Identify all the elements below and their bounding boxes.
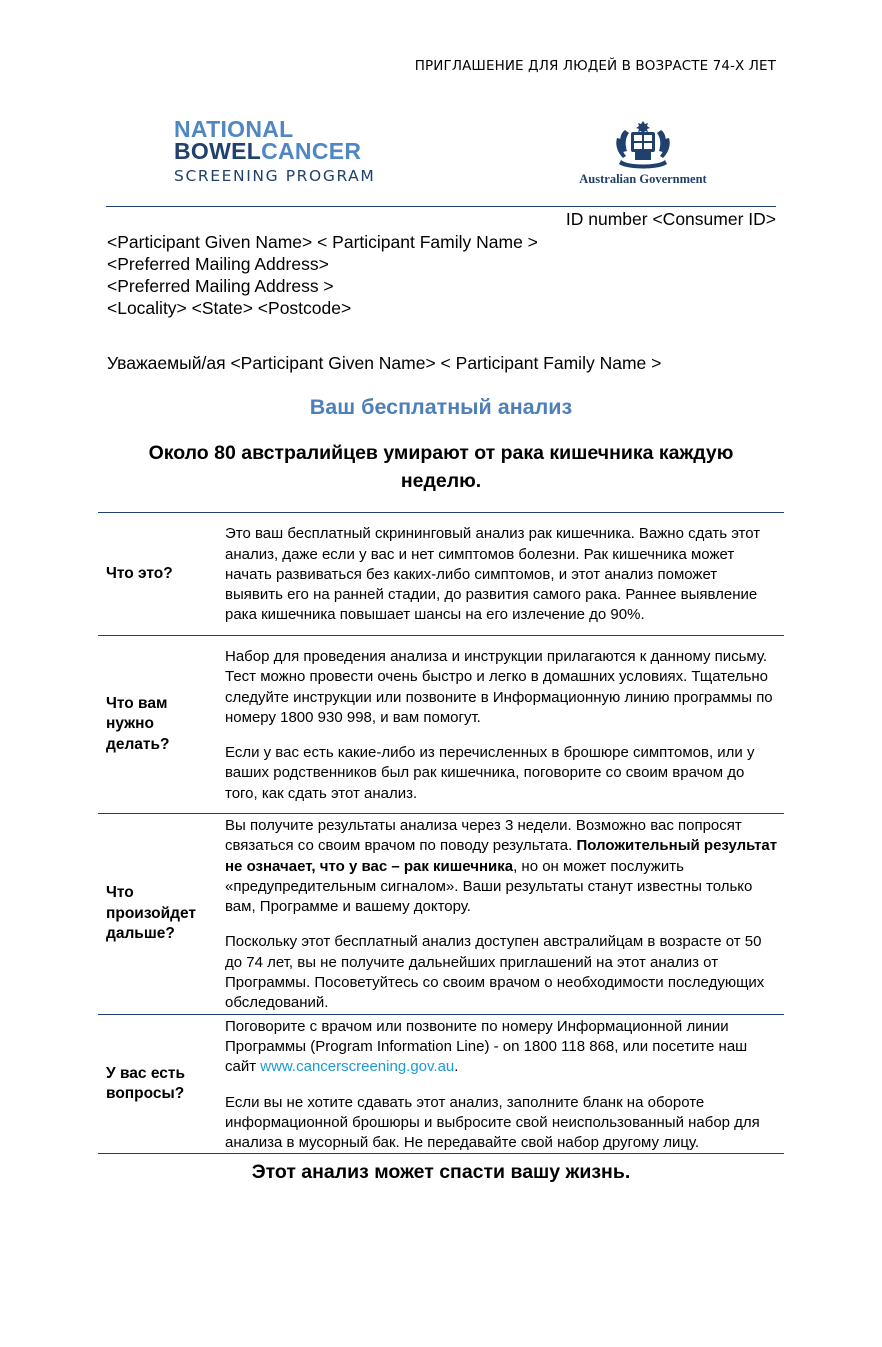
row-label: Что это?: [106, 564, 173, 582]
row-text: Вы получите результаты анализа через 3 недели. Возможно вас попросят связаться со своим врачом по поводу результата. Положительный результат не означает, что у вас – рак кишечника, но он может послужить «предупредительным сигналом». Ваши результаты станут известны только вам, Программе и вашему доктору. Поскольку этот бесплатный анализ доступен австралийцам в возрасте от 50 до 74 лет, вы не получите дальнейших приглашений на этот анализ от Программы. Посоветуйтесь со своим врачом о необходимости последующих обследований.: [225, 817, 778, 1012]
australian-government-logo: [576, 118, 710, 187]
logo-line-screening-program: SCREENING PROGRAM: [174, 167, 376, 185]
letter-title: Ваш бесплатный анализ: [309, 395, 573, 419]
row-text: Набор для проведения анализа и инструкции прилагаются к данному письму. Тест можно провести очень быстро и легко в домашних условиях. Тщательно следуйте инструкции или позвоните в Информационную линию программы по номеру 1800 930 998, и вам помогут. Если у вас есть какие-либо из перечисленных в брошюре симптомов, или у ваших родственников был рак кишечника, поговорите со своим врачом до того, как сдать этот анализ.: [225, 647, 773, 802]
website-link[interactable]: www.cancerscreening.gov.au: [260, 1058, 455, 1076]
gov-caption: Australian Government: [579, 172, 707, 186]
nbcsp-logo: [174, 118, 375, 185]
row-text: Поговорите с врачом или позвоните по номеру Информационной линии Программы (Program Information Line) - on 1800 118 868, или посетите наш сайт www.cancerscreening.gov.au. Если вы не хотите сдавать этот анализ, заполните бланк на обороте информационной брошюры и выбросите свой неиспользованный набор для анализа в мусорный бак. Не передавайте свой набор другому лицу.: [225, 1017, 760, 1152]
address-block: [107, 231, 538, 319]
table-row: [98, 513, 784, 636]
row-label: Что произойдет дальше?: [106, 884, 196, 942]
id-number: ID number <Consumer ID>: [565, 209, 776, 229]
row-text: Это ваш бесплатный скрининговый анализ рак кишечника. Важно сдать этот анализ, даже если у вас и нет симптомов болезни. Рак кишечника может начать развиваться без каких-либо симптомов, и этот анализ поможет выявить его на ранней стадии, до развития самого рака. Раннее выявление рака кишечника повышает шансы на его излечение до 90%.: [225, 525, 761, 624]
letter-subtitle: Около 80 австралийцев умирают от рака кишечника каждую неделю.: [148, 442, 734, 492]
closing-line: Этот анализ может спасти вашу жизнь.: [251, 1161, 631, 1183]
greeting: Уважаемый/ая <Participant Given Name> < Participant Family Name >: [107, 353, 662, 373]
logo-line-bowel-cancer: BOWELCANCER: [174, 138, 362, 164]
address-line: <Preferred Mailing Address>: [107, 254, 329, 274]
row-label: Что вам нужно делать?: [106, 695, 170, 753]
info-table: [98, 512, 784, 1154]
table-row: [98, 814, 784, 1015]
header-divider: [106, 206, 776, 207]
row-label: У вас есть вопросы?: [106, 1064, 185, 1103]
address-line: <Participant Given Name> < Participant Family Name >: [107, 232, 538, 252]
coat-of-arms-icon: [607, 118, 679, 170]
document-header-note: ПРИГЛАШЕНИЕ ДЛЯ ЛЮДЕЙ В ВОЗРАСТЕ 74-Х ЛЕТ: [414, 58, 776, 74]
table-row: [98, 1014, 784, 1154]
logo-line-national: NATIONAL: [174, 116, 294, 142]
table-row: [98, 636, 784, 814]
address-line: <Preferred Mailing Address >: [107, 276, 334, 296]
address-line: <Locality> <State> <Postcode>: [107, 298, 352, 318]
